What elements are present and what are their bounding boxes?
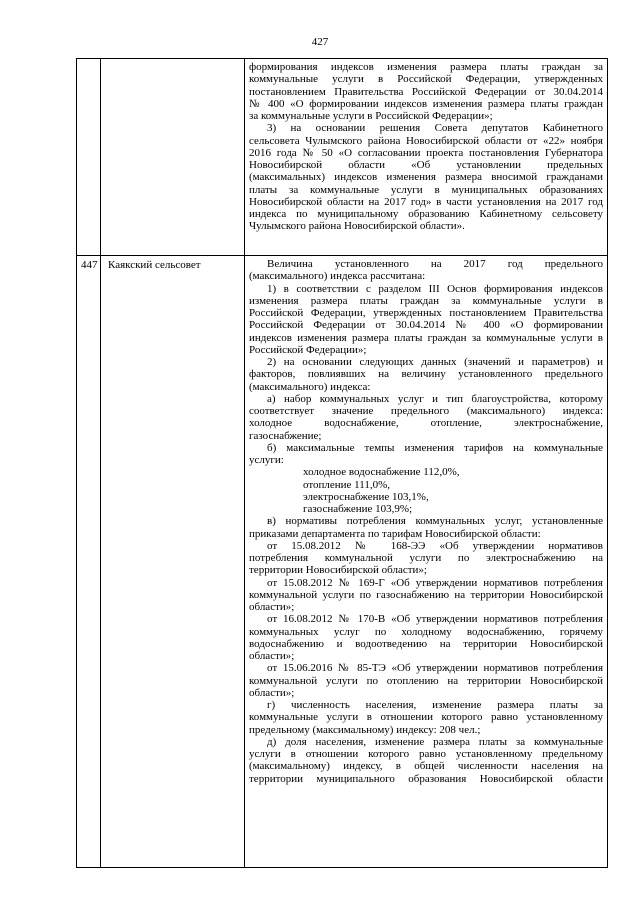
- row-number-cell: [77, 59, 101, 256]
- text-line: изменения размера платы граждан за коммунальные услуги в: [249, 294, 603, 307]
- text-line: за коммунальные услуги в Российской Федерации»;: [249, 110, 493, 122]
- text-line: коммунальной услуги по отоплению на территории Новосибирской: [249, 674, 603, 687]
- text-line: 1) в соответствии с разделом III Основ формирования индексов: [267, 282, 603, 295]
- municipality-cell: [101, 256, 245, 868]
- text-line: коммунальных услуг по холодному водоснабжению, горячему: [249, 625, 603, 638]
- text-line: сельсовета Чулымского района Новосибирской области от «22» ноября: [249, 134, 603, 147]
- text-line: а) набор коммунальных услуг и тип благоустройства, которому: [267, 392, 603, 405]
- text-line: индекса по муниципальному образованию Кабинетному сельсовету: [249, 208, 603, 220]
- text-line: коммунальные услуги в отношении которого равно установленному: [249, 711, 603, 724]
- municipality-cell: [101, 59, 245, 256]
- text-line: водоснабжению и водоотведению на территории Новосибирской: [249, 637, 603, 650]
- text-line: приказами департамента по тарифам Новосибирской области:: [249, 527, 541, 540]
- table-row: [77, 59, 608, 256]
- text-line: услуги в отношении которого равно установленному предельному: [249, 748, 603, 760]
- page-number: 427: [311, 36, 329, 48]
- text-line: д) доля населения, изменение размера платы за коммунальные: [267, 735, 603, 748]
- text-line: предельному (максимальному) индексу: 208 чел.;: [249, 723, 481, 736]
- text-line: отопление 111,0%,: [303, 478, 391, 491]
- text-line: холодное водоснабжение, отопление, электроснабжение,: [249, 417, 603, 430]
- text-line: платы за коммунальные услуги в муниципальных образованиях: [249, 183, 603, 196]
- text-line: услуги:: [249, 454, 284, 466]
- municipality-name: Каякский сельсовет: [108, 259, 201, 271]
- text-line: от 16.08.2012 № 170-В «Об утверждении нормативов потребления: [267, 613, 603, 626]
- row-number: [77, 59, 100, 62]
- rationale-cell: [245, 59, 608, 256]
- text-line: Величина установленного на 2017 год предельного: [267, 258, 603, 270]
- text-line: области»;: [249, 601, 295, 613]
- text-line: 2) на основании следующих данных (значений и параметров) и: [267, 356, 603, 368]
- text-line: от 15.08.2012 № 168-ЭЭ «Об утверждении нормативов: [267, 539, 603, 552]
- text-line: потребления коммунальной услуги по электроснабжению на: [249, 552, 603, 564]
- text-line: от 15.06.2016 № 85-ТЭ «Об утверждении нормативов потребления: [267, 662, 603, 675]
- text-line: (максимальному) индексу, в общей численности населения на: [249, 760, 603, 773]
- text-line: (максимальных) индексов изменения размера вносимой гражданами: [249, 171, 603, 184]
- text-line: области»;: [249, 650, 295, 662]
- row-number: 447: [81, 259, 98, 271]
- text-line: территории муниципального образования Новосибирской области: [249, 772, 603, 785]
- text-line: Новосибирской области «Об установлении предельных: [249, 159, 603, 171]
- text-line: коммунальные услуги в Российской Федерации, утвержденных: [249, 73, 603, 86]
- text-line: территории Новосибирской области»;: [249, 564, 427, 577]
- municipality-name: [101, 59, 244, 62]
- text-line: Новосибирской области на 2017 год» в части установления на 2017 год: [249, 195, 603, 208]
- text-line: (максимального) индекса:: [249, 380, 371, 393]
- text-line: индексов изменения размера платы граждан за коммунальные услуги в: [249, 331, 603, 344]
- text-line: г) численность населения, изменение размера платы за: [267, 699, 603, 711]
- text-line: № 400 «О формировании индексов изменения размера платы граждан: [249, 97, 603, 110]
- text-line: холодное водоснабжение 112,0%,: [303, 466, 460, 479]
- text-line: Российской Федерации от 30.04.2014 № 400 «О формировании: [249, 319, 603, 332]
- text-line: факторов, повлиявших на величину установленного предельного: [249, 368, 603, 381]
- text-line: (максимального) индекса рассчитана:: [249, 270, 426, 283]
- text-line: Российской Федерации, утвержденных постановлением Правительства: [249, 307, 603, 319]
- text-line: области»;: [249, 686, 295, 699]
- text-line: от 15.08.2012 № 169-Г «Об утверждении нормативов потребления: [267, 576, 603, 589]
- table-row: [77, 256, 608, 868]
- text-line: соответствует значение предельного (максимального) индекса:: [249, 405, 603, 417]
- rationale-text: [245, 258, 607, 785]
- text-line: электроснабжение 103,1%,: [303, 490, 429, 503]
- text-line: в) нормативы потребления коммунальных услуг, установленные: [267, 515, 603, 528]
- text-line: газоснабжение 103,9%;: [303, 503, 413, 515]
- text-line: 2016 года № 50 «О согласовании проекта постановления Губернатора: [249, 146, 603, 159]
- text-line: газоснабжение;: [249, 429, 322, 442]
- rationale-text: [245, 61, 607, 233]
- text-line: формирования индексов изменения размера платы граждан за: [249, 61, 603, 73]
- index-table: [76, 58, 608, 868]
- text-line: 3) на основании решения Совета депутатов Кабинетного: [267, 122, 603, 135]
- rationale-cell: [245, 256, 608, 868]
- text-line: Российской Федерации»;: [249, 343, 367, 356]
- text-line: коммунальной услуги по газоснабжению на территории Новосибирской: [249, 588, 603, 601]
- text-line: постановлением Правительства Российской Федерации от 30.04.2014: [249, 85, 603, 98]
- text-line: б) максимальные темпы изменения тарифов на коммунальные: [267, 441, 603, 454]
- row-number-cell: [77, 256, 101, 868]
- text-line: Чулымского района Новосибирской области».: [249, 220, 465, 233]
